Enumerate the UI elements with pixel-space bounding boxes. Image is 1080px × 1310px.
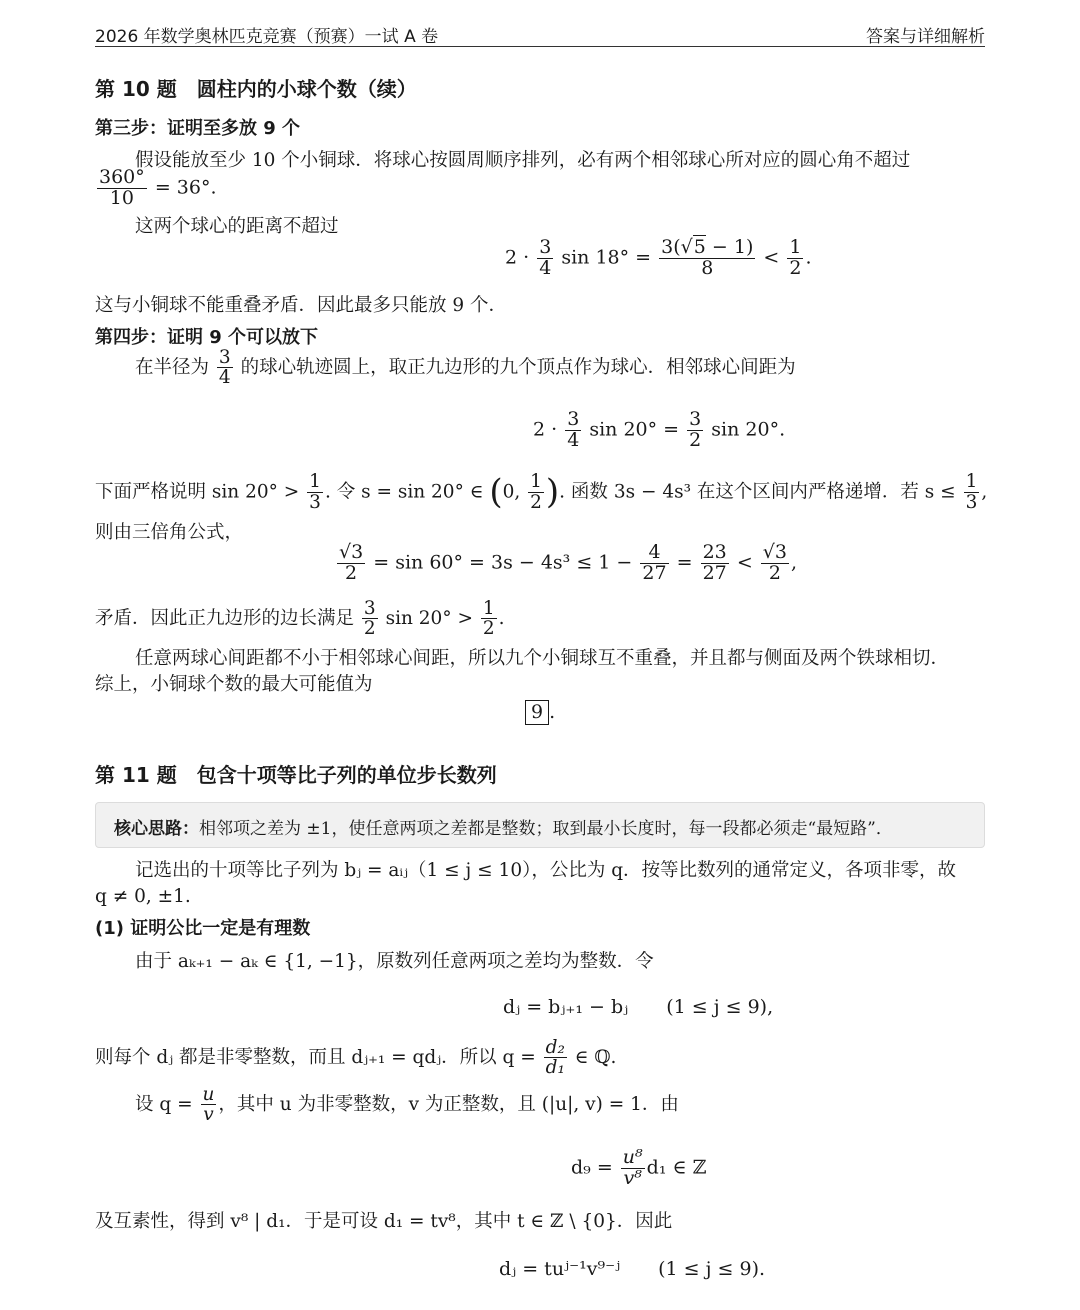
paragraph-text: 在半径为 xyxy=(135,356,210,378)
fraction xyxy=(964,472,980,512)
denominator: 4 xyxy=(567,428,580,451)
paragraph-text: 的球心轨迹圆上，取正九边形的九个顶点作为球心．相邻球心间距为 xyxy=(240,356,796,378)
denominator: 27 xyxy=(642,561,667,584)
numerator xyxy=(659,238,755,259)
numerator: 3 xyxy=(567,408,580,430)
final-answer xyxy=(525,700,555,725)
step-4-title: 第四步：证明 9 个可以放下 xyxy=(95,327,319,348)
step-3-title: 第三步：证明至多放 9 个 xyxy=(95,118,301,139)
running-header xyxy=(95,20,985,47)
d9-equation xyxy=(571,1148,706,1189)
dj-equation: dⱼ = tuʲ⁻¹v⁹⁻ʲ (1 ≤ j ≤ 9). xyxy=(499,1258,766,1280)
step-4-line-6: 综上，小铜球个数的最大可能值为 xyxy=(95,674,373,695)
sqrt-sign: √ xyxy=(680,236,693,258)
left-paren: ( xyxy=(489,472,503,512)
paragraph-text: . xyxy=(498,607,505,629)
step-4-line-5: 任意两球心间距都不小于相邻球心间距，所以九个小铜球互不重叠，并且都与侧面及两个铁球相切． xyxy=(135,648,950,669)
denominator: 3 xyxy=(965,491,978,513)
paragraph-text: sin 20° > xyxy=(385,607,473,629)
equation-text: < xyxy=(736,551,753,574)
section-1-line-4: 及互素性，得到 v⁸ | d₁．于是可设 d₁ = tv⁸，其中 t ∈ ℤ \ {0}．因此 xyxy=(95,1211,673,1232)
core-idea-label: 核心思路： xyxy=(114,819,199,839)
numerator: u⁸ xyxy=(622,1146,643,1168)
paragraph-text: 矛盾．因此正九边形的边长满足 xyxy=(95,607,355,629)
interval-text: 0, xyxy=(502,481,521,503)
fraction xyxy=(201,1085,217,1125)
fraction xyxy=(97,168,147,209)
step-4-line-3: 则由三倍角公式， xyxy=(95,522,244,543)
core-idea-text xyxy=(114,814,893,839)
fraction xyxy=(761,543,789,584)
step-3-line-1: 假设能放至少 10 个小铜球．将球心按圆周顺序排列，必有两个相邻球心所对应的圆心角不超过 xyxy=(135,150,911,171)
denominator: 2 xyxy=(789,256,802,279)
denominator: 2 xyxy=(768,561,781,584)
paragraph-text: ∈ ℚ. xyxy=(574,1046,617,1068)
paragraph-text: 下面严格说明 sin 20° > xyxy=(95,481,300,503)
numerator: 1 xyxy=(965,471,978,493)
fraction xyxy=(481,599,497,639)
equation-text: = xyxy=(676,551,693,574)
section-1-line-1: 由于 aₖ₊₁ − aₖ ∈ {1, −1}，原数列任意两项之差均为整数．令 xyxy=(135,951,654,972)
equation-text: = sin 60° = 3s − 4s³ ≤ 1 − xyxy=(373,551,633,574)
denominator: v xyxy=(203,1104,214,1126)
fraction xyxy=(787,238,803,279)
equation-text: sin 20° = xyxy=(589,418,680,441)
denominator: 4 xyxy=(218,367,231,389)
fraction xyxy=(337,543,365,584)
denominator: 2 xyxy=(689,428,702,451)
section-1-line-3 xyxy=(135,1085,679,1125)
numerator: 3 xyxy=(218,347,231,368)
paragraph-text: . 函数 3s − 4s³ 在这个区间内严格递增．若 s ≤ xyxy=(559,481,956,503)
step-4-line-4 xyxy=(95,599,505,639)
intro-line-2: q ≠ 0, ±1. xyxy=(95,886,191,907)
header-exam-title: 2026 年数学奥林匹克竞赛（预赛）一试 A 卷 xyxy=(95,27,439,47)
step-4-triple-angle-equation xyxy=(335,543,797,584)
denominator: 10 xyxy=(109,186,134,209)
denominator: d₁ xyxy=(545,1057,565,1079)
numerator: 1 xyxy=(530,471,542,493)
fraction xyxy=(565,410,581,451)
equation-text: d₁ ∈ ℤ xyxy=(646,1156,707,1179)
numerator: 360° xyxy=(99,166,145,188)
fraction xyxy=(537,238,553,279)
equation-text: 2 · xyxy=(533,418,558,441)
denominator: 2 xyxy=(530,491,542,513)
denominator: 27 xyxy=(702,561,727,584)
intro-line-1: 记选出的十项等比子列为 bⱼ = aᵢⱼ（1 ≤ j ≤ 10），公比为 q．按等比数列的通常定义，各项非零，故 xyxy=(135,860,957,881)
fraction xyxy=(640,543,668,584)
equation-text: 3( xyxy=(661,236,681,258)
fraction xyxy=(659,238,755,279)
fraction xyxy=(217,348,233,388)
equation-text: 2 · xyxy=(505,246,530,269)
core-idea-box xyxy=(95,802,985,848)
equation-text: sin 20°. xyxy=(711,418,786,441)
denominator: 4 xyxy=(539,256,552,279)
fraction xyxy=(621,1148,645,1189)
page xyxy=(95,0,988,1310)
step-3-angle-equation xyxy=(95,168,217,209)
right-paren: ) xyxy=(545,472,560,512)
denominator: 8 xyxy=(701,256,714,279)
numerator: 4 xyxy=(640,543,668,564)
step-3-line-3: 这与小铜球不能重叠矛盾．因此最多只能放 9 个． xyxy=(95,295,508,316)
paragraph-text: ，其中 u 为非零整数，v 为正整数，且 (|u|, v) = 1．由 xyxy=(218,1093,679,1115)
numerator: u xyxy=(202,1084,215,1105)
denominator: 2 xyxy=(345,561,358,584)
denominator: 2 xyxy=(482,618,495,640)
fraction xyxy=(687,410,703,451)
denominator: 2 xyxy=(363,618,376,640)
fraction xyxy=(701,543,729,584)
equation-text: . xyxy=(549,701,556,723)
paragraph-text: 设 q = xyxy=(135,1093,193,1115)
step-3-line-2: 这两个球心的距离不超过 xyxy=(135,216,339,237)
numerator: 3 xyxy=(539,236,552,258)
answer-box: 9 xyxy=(525,700,549,725)
fraction xyxy=(528,472,544,512)
step-4-spacing-equation xyxy=(533,410,785,451)
denominator: v⁸ xyxy=(623,1166,642,1189)
header-section-title: 答案与详细解析 xyxy=(866,27,985,47)
numerator: 3 xyxy=(689,408,702,430)
numerator: 1 xyxy=(482,598,495,619)
step-4-line-1 xyxy=(135,348,796,388)
paragraph-text: , xyxy=(981,481,988,503)
equation-text: d₉ = xyxy=(571,1156,613,1179)
section-1-title: (1) 证明公比一定是有理数 xyxy=(95,918,311,939)
problem-11-title: 第 11 题 包含十项等比子列的单位步长数列 xyxy=(95,763,497,787)
denominator: 3 xyxy=(309,491,321,513)
numerator: 3 xyxy=(363,598,376,619)
radicand: 5 xyxy=(693,236,706,258)
step-3-distance-equation xyxy=(505,238,812,279)
difference-definition-equation: dⱼ = bⱼ₊₁ − bⱼ (1 ≤ j ≤ 9), xyxy=(503,996,774,1018)
numerator: 23 xyxy=(702,541,727,563)
numerator: d₂ xyxy=(545,1037,565,1058)
step-4-line-2 xyxy=(95,472,987,513)
equation-text: = 36°. xyxy=(154,176,217,199)
problem-10-title: 第 10 题 圆柱内的小球个数（续） xyxy=(95,77,417,101)
fraction xyxy=(307,472,323,512)
section-1-line-2 xyxy=(95,1038,616,1078)
core-idea-body: 相邻项之差为 ±1，使任意两项之差都是整数；取到最小长度时，每一段都必须走“最短路”． xyxy=(199,819,893,839)
equation-text: < xyxy=(763,246,780,269)
numerator: 1 xyxy=(789,236,802,258)
equation-text: , xyxy=(791,551,798,574)
numerator: √3 xyxy=(339,541,364,563)
numerator: 1 xyxy=(309,471,321,493)
numerator: √3 xyxy=(762,541,787,563)
fraction xyxy=(544,1038,567,1078)
paragraph-text: . 令 s = sin 20° ∈ xyxy=(324,481,484,503)
fraction xyxy=(362,599,378,639)
equation-text: − 1) xyxy=(705,236,754,258)
equation-text: . xyxy=(805,246,812,269)
paragraph-text: 则每个 dⱼ 都是非零整数，而且 dⱼ₊₁ = qdⱼ．所以 q = xyxy=(95,1046,536,1068)
equation-text: sin 18° = xyxy=(561,246,652,269)
